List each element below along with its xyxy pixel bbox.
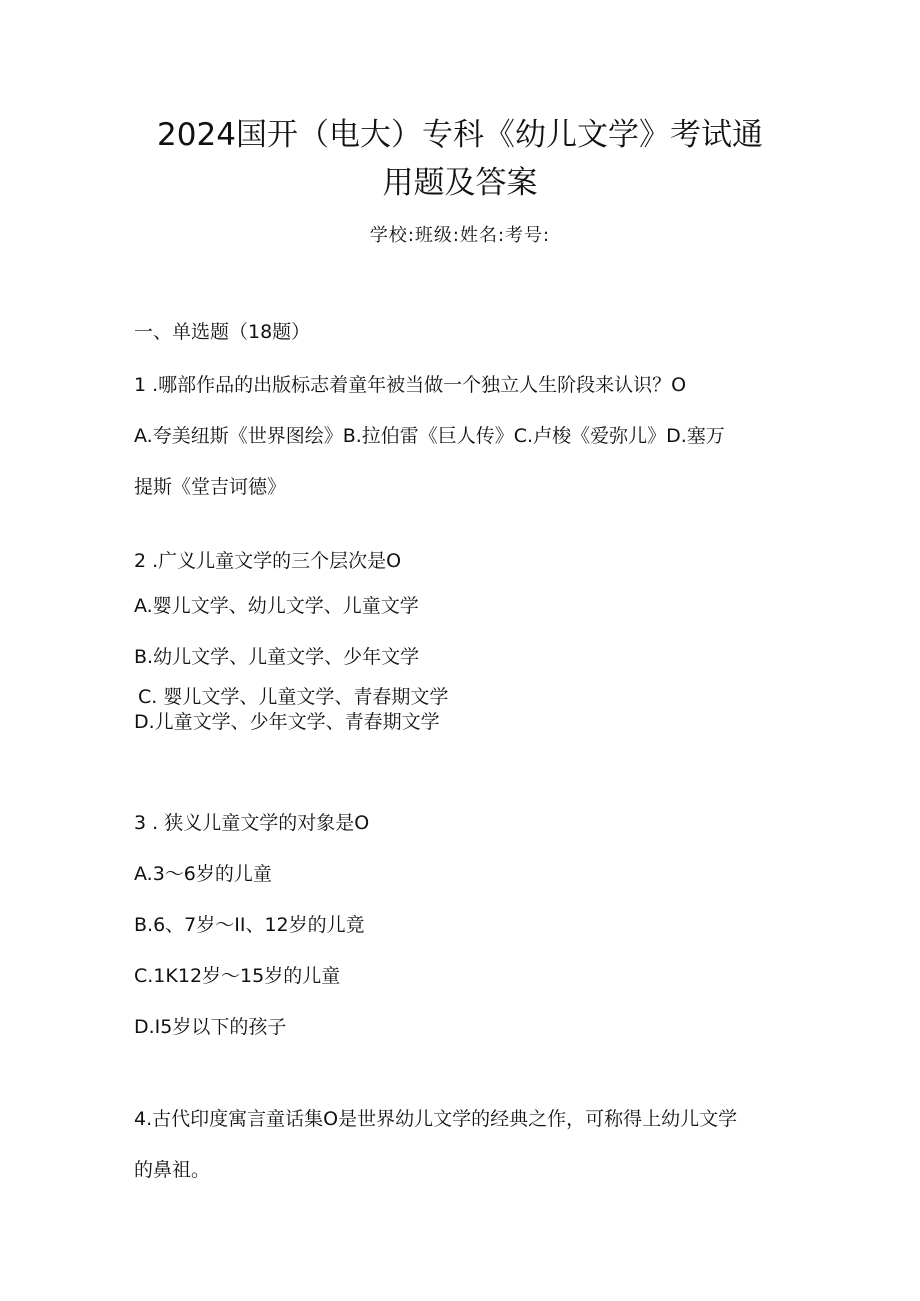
question-1-options-line2: 提斯《堂吉诃德》 [134, 476, 287, 498]
section-heading: 一、单选题（18题） [134, 321, 311, 343]
question-3-option-b: B.6、7岁～II、12岁的儿竟 [134, 914, 365, 936]
question-3-option-c: C.1K12岁～15岁的儿童 [134, 965, 341, 987]
document-title-line2: 用题及答案 [382, 165, 538, 201]
question-2-option-a: A.婴儿文学、幼儿文学、儿童文学 [134, 595, 419, 617]
question-4-stem-line1: 4.古代印度寓言童话集O是世界幼儿文学的经典之作，可称得上幼儿文学 [134, 1108, 738, 1130]
question-3-option-d: D.I5岁以下的孩子 [134, 1016, 287, 1038]
question-2-option-d: D.儿童文学、少年文学、青春期文学 [134, 711, 440, 733]
student-info-line: 学校:班级:姓名:考号: [369, 225, 551, 246]
question-4-stem-line2: 的鼻祖。 [134, 1159, 211, 1181]
question-1-stem: 1 .哪部作品的出版标志着童年被当做一个独立人生阶段来认识？O [134, 374, 687, 396]
question-2-option-b: B.幼儿文学、儿童文学、少年文学 [134, 646, 420, 668]
document-title-line1: 2024国开（电大）专科《幼儿文学》考试通 [157, 117, 763, 153]
question-3-option-a: A.3～6岁的儿童 [134, 863, 272, 885]
question-2-option-c: C. 婴儿文学、儿童文学、青春期文学 [138, 686, 449, 708]
question-1-options-line1: A.夸美纽斯《世界图绘》B.拉伯雷《巨人传》C.卢梭《爱弥儿》D.塞万 [134, 425, 725, 447]
question-3-stem: 3 . 狭义儿童文学的对象是O [134, 812, 370, 834]
question-2-stem: 2 .广义儿童文学的三个层次是O [134, 550, 402, 572]
